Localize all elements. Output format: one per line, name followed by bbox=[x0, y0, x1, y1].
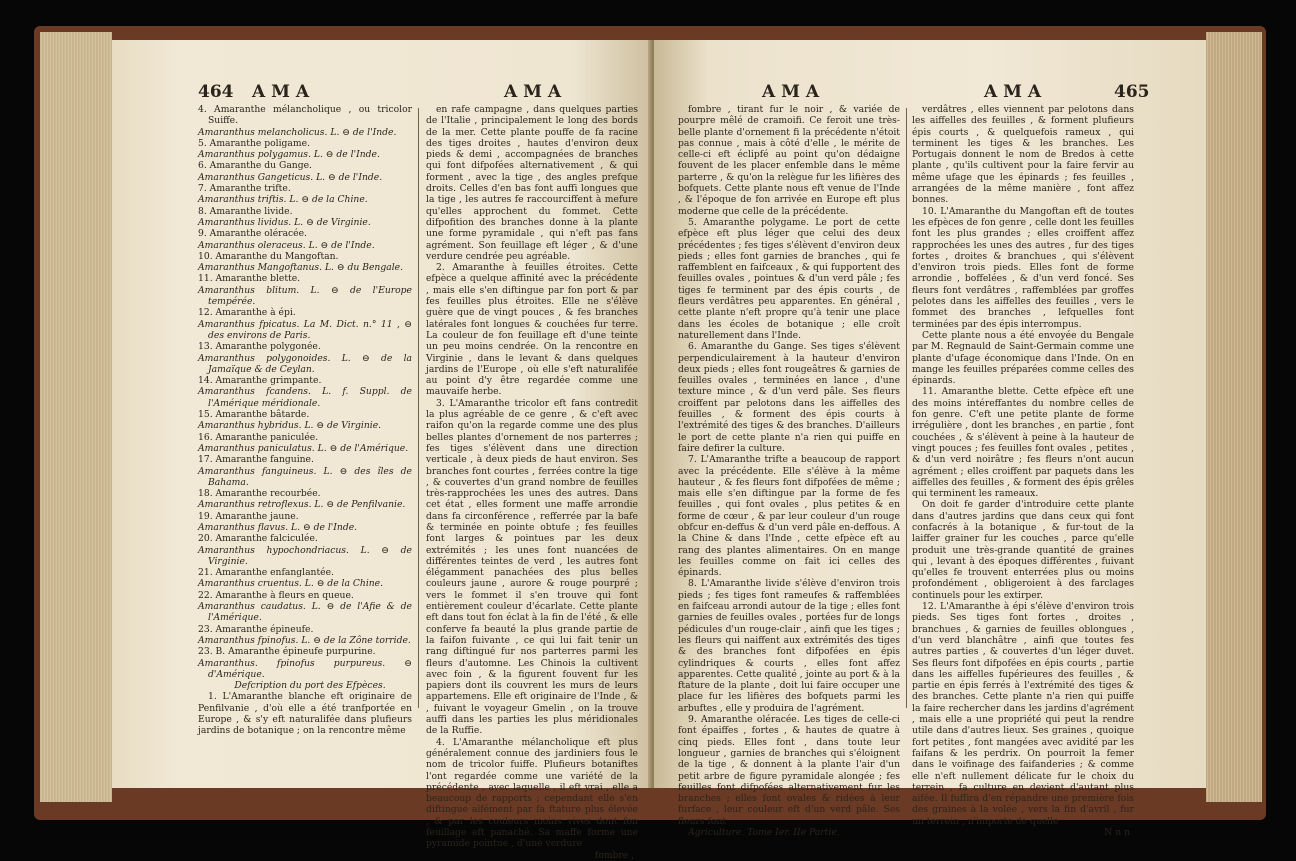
column-rule bbox=[418, 108, 419, 708]
species-entry: 15. Amaranthe bâtarde. bbox=[198, 409, 310, 421]
species-entry: 8. Amaranthe livide. bbox=[198, 205, 293, 217]
left-column-1 bbox=[198, 104, 412, 788]
species-latin-entry: Amaranthus polygonoides. L. ⊖ de la Jamaïque & de Ceylan. bbox=[198, 352, 412, 375]
species-entry: 10. Amaranthe du Mangoftan. bbox=[198, 250, 339, 262]
right-column-1 bbox=[678, 104, 900, 838]
species-latin-entry: Amaranthus cruentus. L. ⊖ de la Chine. bbox=[198, 578, 384, 590]
species-entry: 17. Amaranthe fanguine. bbox=[198, 454, 314, 466]
right-running-head bbox=[654, 82, 1206, 104]
paragraph: en rafe campagne , dans quelques parties de l'Italie , principalement le long des bords de la mer. Cette plante pouffe de fa racine des tiges droites , hautes d'environ deux pieds & demi , accompagnées de branches qui font difpofées alternativement , & qui forment , avec la tige , des angles prefque droits. Celles d'en bas font auffi longues que la tige , les autres fe raccourciffent à mefure qu'elles approchent du fommet. Cette difpofition des branches donne à la plante une forme pyramidale , qui n'eft pas fans agrément. Son feuillage eft léger , & d'une verdure cendrée peu agréable. bbox=[426, 104, 638, 262]
running-head-right-a: A M A bbox=[762, 82, 820, 102]
column-rule bbox=[906, 108, 907, 708]
species-latin-entry: Amaranthus fcandens. L. f. Suppl. de l'Amérique méridionale. bbox=[198, 386, 412, 409]
species-latin-entry: Amaranthus oleraceus. L. ⊖ de l'Inde. bbox=[198, 239, 375, 251]
species-entry: 16. Amaranthe paniculée. bbox=[198, 431, 319, 443]
species-latin-entry: Amaranthus hybridus. L. ⊖ de Virginie. bbox=[198, 420, 382, 432]
paragraph: 8. L'Amaranthe livide s'élève d'environ trois pieds ; fes tiges font rameufes & raffemblées en faifceau arrondi autour de la tige ; elles font garnies de feuilles ovales , portées fur de longs pédicules d'un rouge-clair , ainfi que les tiges ; les fleurs qui naiffent aux extrémités des tiges & des branches font difpofées en épis cylindriques & courts , elles font affez apparentes. Cette qualité , jointe au port & à la ftature de la plante , doit lui faire occuper une place fur les lifières des bofquets parmi les arbuftes , elle y produira de l'agrément. bbox=[678, 578, 900, 714]
species-latin-entry: Amaranthus melancholicus. L. ⊖ de l'Inde. bbox=[198, 126, 397, 138]
species-entry: 19. Amaranthe jaune. bbox=[198, 510, 299, 522]
paragraph: 6. Amaranthe du Gange. Ses tiges s'élèvent perpendiculairement à la hauteur d'environ deux pieds ; elles font rougeâtres & garnies de feuilles ovales , terminées en lance , d'une texture mince , & d'un verd pâle. Ses fleurs croiffent par pelotons dans les aiffelles des feuilles , & forment des épis courts à l'extrémité des tiges & des branches. D'ailleurs le port de cette plante n'a rien qui puiffe en faire defirer la culture. bbox=[678, 341, 900, 454]
species-latin-entry: Amaranthus hypochondriacus. L. ⊖ de Virginie. bbox=[198, 544, 412, 567]
page-number-right: 465 bbox=[1114, 82, 1150, 102]
species-latin-entry: Amaranthus polygamus. L. ⊖ de l'Inde. bbox=[198, 149, 380, 161]
species-latin-entry: Amaranthus fpicatus. La M. Dict. n.° 11 , ⊖ des environs de Paris. bbox=[198, 318, 412, 341]
species-entry: 14. Amaranthe grimpante. bbox=[198, 375, 322, 387]
paragraph: verdâtres , elles viennent par pelotons dans les aiffelles des feuilles , & forment plufieurs épis courts , & quelquefois rameux , qui terminent les tiges & les branches. Les Portugais donnent le nom de Bredos à cette plante , qu'ils cultivent pour la faire fervir au même ufage que les épinards ; fes feuilles , arrangées de la même manière , font affez bonnes. bbox=[912, 104, 1134, 206]
left-page bbox=[112, 40, 652, 861]
species-latin-entry: Amaranthus lividus. L. ⊖ de Virginie. bbox=[198, 216, 371, 228]
species-latin-entry: Amaranthus retroflexus. L. ⊖ de Penfilvanie. bbox=[198, 499, 406, 511]
species-entry: 13. Amaranthe polygonée. bbox=[198, 341, 321, 353]
left-column-2 bbox=[426, 104, 638, 861]
species-latin-entry: Amaranthus triftis. L. ⊖ de la Chine. bbox=[198, 194, 368, 206]
paragraph: On doit fe garder d'introduire cette plante dans d'autres jardins que dans ceux qui font confacrés à la botanique , & fur-tout de la laiffer grainer fur les couches , parce qu'elle produit une très-grande quantité de graines qui , levant à des époques différentes , fuivant qu'elles fe trouvent enterrées plus ou moins profondément , obligeroient à des farclages continuels pour les extirper. bbox=[912, 499, 1134, 601]
species-latin-entry: Amaranthus paniculatus. L. ⊖ de l'Amérique. bbox=[198, 442, 409, 454]
species-entry: 5. Amaranthe poligame. bbox=[198, 137, 310, 149]
section-title: Defcription du port des Efpèces. bbox=[234, 680, 386, 692]
left-page-edges bbox=[40, 32, 112, 802]
species-entry: 23. B. Amaranthe épineufe purpurine. bbox=[198, 646, 376, 658]
running-head-right-b: A M A bbox=[984, 82, 1042, 102]
species-latin-entry: Amaranthus flavus. L. ⊖ de l'Inde. bbox=[198, 521, 358, 533]
species-entry: 12. Amaranthe à épi. bbox=[198, 307, 296, 319]
paragraph: Cette plante nous a été envoyée du Bengale par M. Regnauld de Saint-Germain comme une plante d'ufage économique dans l'Inde. On en mange les feuilles préparées comme celles des épinards. bbox=[912, 329, 1134, 387]
paragraph: 12. L'Amaranthe à épi s'élève d'environ trois pieds. Ses tiges font fortes , droites , branchues , & garnies de feuilles oblongues , d'un verd blanchâtre , ainfi que toutes fes autres parties , & couvertes d'un léger duvet. Ses fleurs font difpofées en épis courts , partie dans les aiffelles fupérieures des feuilles , & partie en épis ferrés à l'extrémité des tiges & des branches. Cette plante n'a rien qui puiffe la faire rechercher dans les jardins d'agrément , mais elle a une propriété qui peut la rendre utile dans d'autres lieux. Ses graines , quoique fort petites , font mangées avec avidité par les faifans & les perdrix. On pourroit la femer dans le voifinage des faifanderies ; & comme elle n'eft nullement délicate fur le choix du terrein , fa culture en devient d'autant plus aifée. Il fuffira d'en répandre une première fois des graines à la volée , vers la fin d'avril , fur un terrein , n'importe de quelle bbox=[912, 601, 1134, 827]
paragraph: 10. L'Amaranthe du Mangoftan eft de toutes les efpèces de fon genre , celle dont les feuilles font les plus grandes ; elles croiffent affez rapprochées les unes des autres , fur des tiges fortes , droites & branchues , qui s'élèvent d'environ trois pieds. Elles font de forme arrondie , boffelées , & d'un verd foncé. Ses fleurs font verdâtres , raffemblées par groffes pelotes dans les aiffelles des feuilles , vers le fommet des branches , lefquelles font terminées par des épis interrompus. bbox=[912, 205, 1134, 330]
running-head-left-b: A M A bbox=[504, 82, 562, 102]
paragraph: 2. Amaranthe à feuilles étroites. Cette efpèce a quelque affinité avec la précédente , mais elle s'en diftingue par fon port & par fes feuilles plus étroites. Elle ne s'élève guère que de vingt pouces , & fes branches latérales font longues & couchées fur terre. La couleur de fon feuillage eft d'une teinte un peu moins cendrée. On la rencontre en Virginie , dans le levant & dans quelques jardins de l'Europe , où elle s'eft naturalifée au point d'y être regardée comme une mauvaife herbe. bbox=[426, 262, 638, 398]
species-latin-entry: Amaranthus caudatus. L. ⊖ de l'Afie & de l'Amérique. bbox=[198, 601, 412, 624]
paragraph: 11. Amaranthe blette. Cette efpèce eft une des moins intéreffantes du nombre celles de fon genre. C'eft une petite plante de forme irrégulière , dont les branches , en partie , font couchées , & s'élèvent à peine à la hauteur de vingt pouces ; fes feuilles font ovales , petites , & d'un verd noirâtre ; fes fleurs n'ont aucun agrément ; elles croiffent par paquets dans les aiffelles des feuilles , & forment des épis grêles qui terminent les rameaux. bbox=[912, 386, 1134, 500]
right-page bbox=[654, 40, 1206, 838]
species-latin-entry: Amaranthus fanguineus. L. ⊖ des îles de Bahama. bbox=[198, 465, 412, 488]
species-latin-entry: Amaranthus fpinofus. L. ⊖ de la Zône torride. bbox=[198, 634, 411, 646]
right-page-edges bbox=[1206, 32, 1262, 802]
species-entry: 11. Amaranthe blette. bbox=[198, 273, 301, 285]
species-entry: 9. Amaranthe oléracée. bbox=[198, 228, 307, 240]
species-entry: 4. Amaranthe mélancholique , ou tricolor Suiffe. bbox=[198, 104, 412, 127]
species-entry: 18. Amaranthe recourbée. bbox=[198, 488, 321, 500]
species-entry: 21. Amaranthe enfanglantée. bbox=[198, 567, 334, 579]
left-running-head bbox=[112, 82, 652, 104]
paragraph: fombre , tirant fur le noir , & variée de pourpre mêlé de cramoifi. Ce feroit une très-belle plante d'ornement fi la précédente n'étoit pas connue , mais à côté d'elle , le mérite de celle-ci eft éclipfé au point qu'on dédaigne fouvent de les placer enfemble dans le même parterre , & qu'on la relègue fur les lifières des bofquets. Cette plante nous eft venue de l'Inde , & l'époque de fon arrivée en Europe eft plus moderne que celle de la précédente. bbox=[678, 104, 900, 217]
paragraph: 1. L'Amaranthe blanche eft originaire de Penfilvanie , d'où elle a été tranfportée en Europe , & s'y eft naturalifée dans plufieurs jardins de botanique ; on la rencontre même bbox=[198, 691, 412, 737]
species-latin-entry: Amaranthus. fpinofus purpureus. ⊖ d'Amérique. bbox=[198, 657, 412, 680]
paragraph: 5. Amaranthe polygame. Le port de cette efpèce eft plus léger que celui des deux précédentes ; fes tiges s'élèvent d'environ deux pieds ; elles font garnies de branches , qui fe raffemblent en faifceaux , & qui fupportent des feuilles ovales , pointues & d'un verd pâle ; fes tiges fe terminent par des épis courts , de fleurs verdâtres peu apparentes. En général , cette plante n'eft propre qu'à tenir une place dans les écoles de botanique ; elle croît naturellement dans l'Inde. bbox=[678, 216, 900, 341]
paragraph: 4. L'Amaranthe mélancholique eft plus généralement connue des jardiniers fous le nom de tricolor fuiffe. Plufieurs botaniftes l'ont regardée comme une variété de la précédente , avec laquelle , il eft vrai , elle a beaucoup de rapports ; cependant elle s'en diftingue aifément par fa ftature plus élevée , & par les couleurs moins vives dont fon feuillage eft panaché. Sa maffe forme une pyramide pointue , d'une verdure bbox=[426, 736, 638, 850]
paragraph: 9. Amaranthe oléracée. Les tiges de celle-ci font épaiffes , fortes , & hautes de quatre à cinq pieds. Elles font , dans toute leur longueur , garnies de branches qui s'éloignent de la tige , & donnent à la plante l'air d'un petit arbre de figure pyramidale alongée ; fes feuilles font difpofées alternativement fur les branches ; elles font ovales & ridées à leur furface , leur couleur eft d'un verd pâle. Ses fleurs font bbox=[678, 714, 900, 827]
species-entry: 23. Amaranthe épineufe. bbox=[198, 623, 314, 635]
right-column-2 bbox=[912, 104, 1134, 838]
signature-mark: N n n bbox=[1104, 827, 1130, 838]
species-latin-entry: Amaranthus blitum. L. ⊖ de l'Europe tempérée. bbox=[198, 284, 412, 308]
paragraph: 3. L'Amaranthe tricolor eft fans contredit la plus agréable de ce genre , & c'eft avec raifon qu'on la regarde comme une des plus belles plantes d'ornement de nos parterres ; fes tiges s'élèvent dans une direction verticale , à deux pieds de haut environ. Ses branches font courtes , ferrées contre la tige , & couvertes d'un grand nombre de feuilles très-rapprochées les unes des autres. Dans cet état , elles forment une maffe arrondie dans fa circonférence , refferrée par la bafe & terminée en pointe obtufe ; fes feuilles font larges & pointues par les deux extrémités ; les unes font nuancées de différentes teintes de verd , les autres font élégamment panachées des plus belles couleurs jaune , aurore & rouge pourpré ; vers le fommet il s'en trouve qui font entièrement couleur d'écarlate. Cette plante eft dans tout fon éclat à la fin de l'été , & elle conferve fa beauté la plus grande partie de la faifon fuivante , ce qui lui fait tenir un rang diftingué fur nos parterres parmi les fleurs d'automne. Les Chinois la cultivent avec foin , & la figurent fouvent fur les papiers dont ils couvrent les murs de leurs appartemens. Elle eft originaire de l'Inde , & , fuivant le voyageur Gmelin , on la trouve auffi dans les parties les plus méridionales de la Ruffie. bbox=[426, 397, 638, 737]
page-number-left: 464 bbox=[198, 82, 234, 102]
species-latin-entry: Amaranthus Gangeticus. L. ⊖ de l'Inde. bbox=[198, 171, 383, 183]
running-head-left-a: A M A bbox=[252, 82, 310, 102]
paragraph: 7. L'Amaranthe trifte a beaucoup de rapport avec la précédente. Elle s'élève à la même hauteur , & fes fleurs font difpofées de même ; mais elle s'en diftingue par la forme de fes feuilles , qui font ovales , plus petites & en forme de cœur , & par leur couleur d'un rouge obfcur en-deffus & d'un verd pâle en-deffous. A la Chine & dans l'Inde , cette efpèce eft au rang des plantes alimentaires. On en mange les feuilles comme on fait ici celles des épinards. bbox=[678, 454, 900, 579]
species-entry: 20. Amaranthe falciculée. bbox=[198, 533, 318, 545]
species-entry: 6. Amaranthe du Gange. bbox=[198, 160, 312, 172]
catchword: fombre , bbox=[594, 849, 634, 861]
species-entry: 7. Amaranthe trifte. bbox=[198, 183, 291, 195]
species-latin-entry: Amaranthus Mangoftanus. L. ⊖ du Bengale. bbox=[198, 262, 403, 274]
species-entry: 22. Amaranthe à fleurs en queue. bbox=[198, 589, 354, 601]
page-footer: Agriculture. Tome Ier. IIe Partie. bbox=[688, 827, 840, 838]
